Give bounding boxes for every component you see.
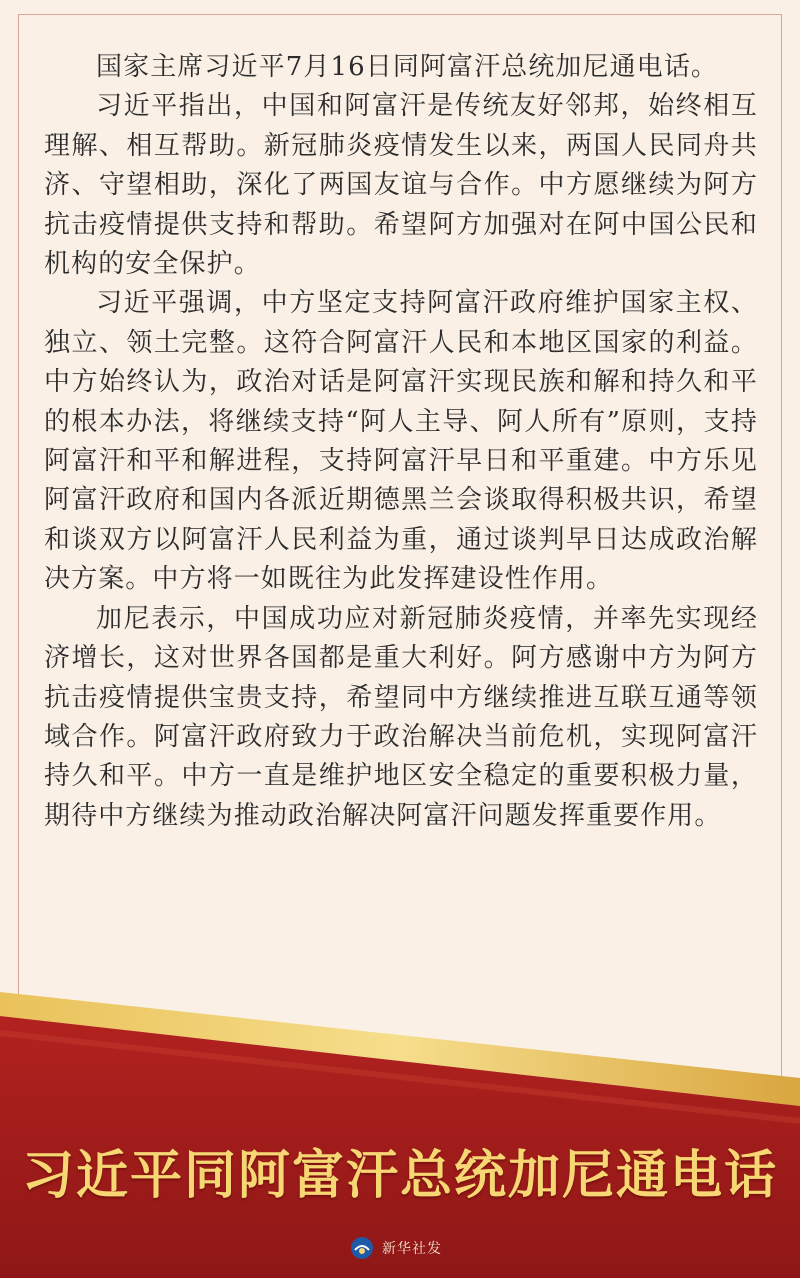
- credit-line: [350, 1236, 442, 1260]
- credit-text: 新华社发: [382, 1241, 442, 1257]
- banner-title: 习近平同阿富汗总统加尼通电话: [21, 1146, 778, 1206]
- article-paragraph-3: 习近平强调，中方坚定支持阿富汗政府维护国家主权、独立、领土完整。这符合阿富汗人民和本地区国家的利益。中方始终认为，政治对话是阿富汗实现民族和解和持久和平的根本办法，将继续支持“阿人主导、阿人所有”原则，支持阿富汗和平和解进程，支持阿富汗早日和平重建。中方乐见阿富汗政府和国内各派近期德黑兰会谈取得积极共识，希望和谈双方以阿富汗人民利益为重，通过谈判早日达成政治解决方案。中方将一如既往为此发挥建设性作用。: [44, 288, 758, 595]
- article-paragraph-1: 国家主席习近平7月16日同阿富汗总统加尼通电话。: [96, 52, 719, 82]
- xinhua-logo-icon: [350, 1236, 374, 1260]
- article-paragraph-2: 习近平指出，中国和阿富汗是传统友好邻邦，始终相互理解、相互帮助。新冠肺炎疫情发生以来，两国人民同舟共济、守望相助，深化了两国友谊与合作。中方愿继续为阿方抗击疫情提供支持和帮助。希望阿方加强对在阿中国公民和机构的安全保护。: [44, 91, 758, 280]
- article-paragraph-4: 加尼表示，中国成功应对新冠肺炎疫情，并率先实现经济增长，这对世界各国都是重大利好。阿方感谢中方为阿方抗击疫情提供宝贵支持，希望同中方继续推进互联互通等领域合作。阿富汗政府致力于政治解决当前危机，实现阿富汗持久和平。中方一直是维护地区安全稳定的重要积极力量，期待中方继续为推动政治解决阿富汗问题发挥重要作用。: [44, 603, 758, 831]
